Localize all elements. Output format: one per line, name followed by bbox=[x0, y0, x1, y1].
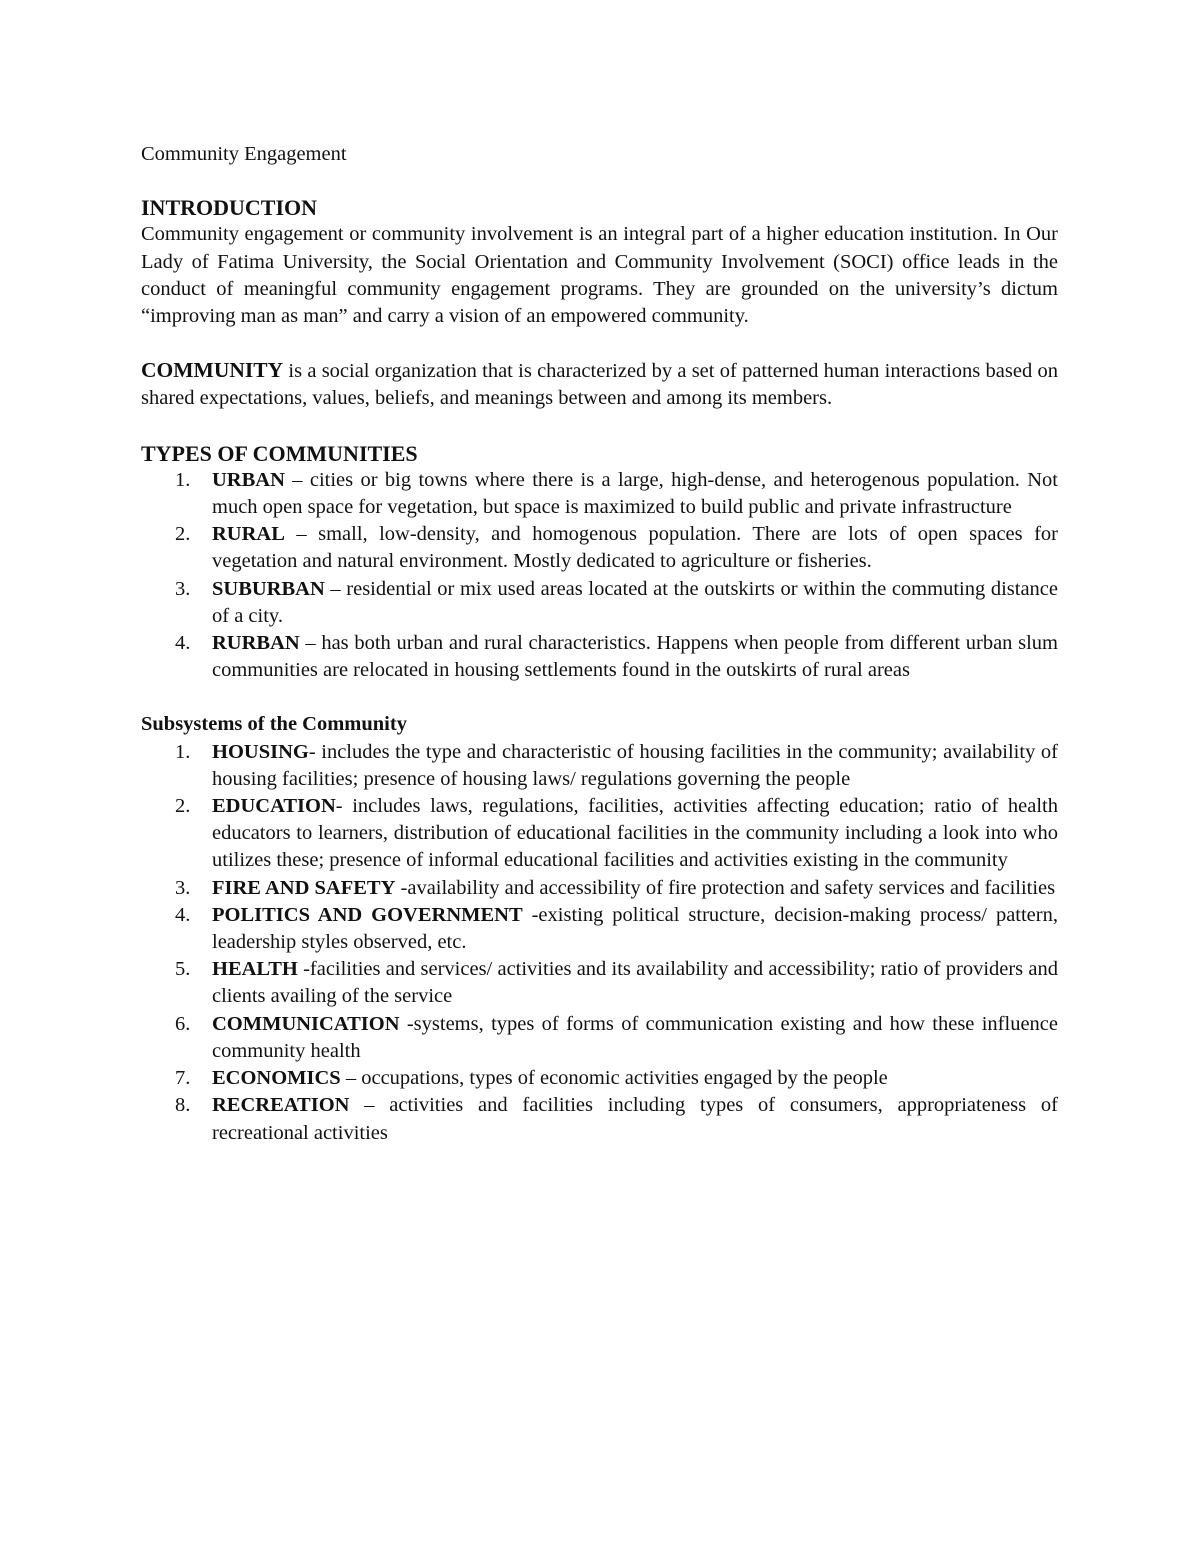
list-item-term: RECREATION bbox=[212, 1094, 350, 1117]
document-page bbox=[141, 141, 1058, 1147]
list-item-term: SUBURBAN bbox=[212, 577, 325, 600]
list-item-text: -existing political structure, decision-making process/ pattern, leadership styles observed, etc. bbox=[212, 903, 1058, 954]
list-item-number: 6. bbox=[175, 1012, 191, 1035]
list-item-number: 4. bbox=[175, 632, 191, 655]
list-item-term: POLITICS AND GOVERNMENT bbox=[212, 903, 523, 926]
community-definition-text: is a social organization that is characterized by a set of patterned human interactions based on shared expectations, values, beliefs, and meanings between and among its members. bbox=[141, 360, 1058, 410]
list-item-text: – residential or mix used areas located at the outskirts or within the commuting distance of a city. bbox=[212, 577, 1058, 627]
list-item bbox=[141, 1011, 1058, 1065]
list-item-text: - includes the type and characteristic of housing facilities in the community; availability of housing facilities; presence of housing laws/ regulations governing the people bbox=[212, 740, 1058, 790]
document-title: Community Engagement bbox=[141, 143, 347, 165]
list-item-term: FIRE AND SAFETY bbox=[212, 876, 396, 899]
introduction-heading: INTRODUCTION bbox=[141, 195, 318, 221]
list-item bbox=[141, 1092, 1058, 1146]
list-item bbox=[141, 793, 1058, 875]
list-item-text: – has both urban and rural characteristics. Happens when people from different urban slum communities are relocated in housing settlements found in the outskirts of rural areas bbox=[212, 632, 1058, 682]
list-item-number: 2. bbox=[175, 795, 191, 818]
list-item bbox=[141, 956, 1058, 1010]
list-item-number: 7. bbox=[175, 1067, 191, 1090]
introduction-paragraph: Community engagement or community involvement is an integral part of a higher education institution. In Our Lady of Fatima University, the Social Orientation and Community Involvement (SOCI) office leads in the conduct of meaningful community engagement programs. They are grounded on the university’s dictum “improving man as man” and carry a vision of an empowered community. bbox=[141, 223, 1058, 328]
list-item-number: 5. bbox=[175, 958, 191, 981]
list-item bbox=[141, 576, 1058, 630]
list-item-term: RURBAN bbox=[212, 632, 300, 655]
list-item-text: - includes laws, regulations, facilities, activities affecting education; ratio of health educators to learners, distribution of educational facilities in the community including a look into who utilizes these; presence of informal educational facilities and activities existing in the community bbox=[212, 795, 1058, 872]
subsystems-heading: Subsystems of the Community bbox=[141, 713, 407, 736]
list-item-number: 2. bbox=[175, 523, 191, 546]
list-item-number: 1. bbox=[175, 740, 191, 763]
community-definition-paragraph bbox=[141, 357, 1058, 412]
list-item-text: – small, low-density, and homogenous population. There are lots of open spaces for vegetation and natural environment. Mostly dedicated to agriculture or fisheries. bbox=[212, 523, 1058, 573]
list-item bbox=[141, 902, 1058, 956]
list-item bbox=[141, 521, 1058, 575]
list-item-term: HOUSING bbox=[212, 740, 309, 763]
list-item-number: 3. bbox=[175, 876, 191, 899]
list-item bbox=[141, 739, 1058, 793]
list-item-text: -systems, types of forms of communication existing and how these influence community health bbox=[212, 1012, 1058, 1062]
list-item-text: – occupations, types of economic activities engaged by the people bbox=[340, 1067, 888, 1090]
list-item bbox=[141, 467, 1058, 521]
list-item-term: HEALTH bbox=[212, 958, 298, 981]
types-heading: TYPES OF COMMUNITIES bbox=[141, 440, 418, 466]
list-item-number: 1. bbox=[175, 468, 191, 491]
list-item-text: -facilities and services/ activities and its availability and accessibility; ratio of providers and clients availing of the service bbox=[212, 958, 1058, 1008]
list-item-term: RURAL bbox=[212, 523, 285, 546]
list-item-number: 3. bbox=[175, 577, 191, 600]
community-term: COMMUNITY bbox=[141, 358, 284, 383]
list-item bbox=[141, 875, 1058, 902]
list-item-number: 4. bbox=[175, 903, 191, 926]
subsystems-list bbox=[141, 739, 1058, 1147]
list-item-term: COMMUNICATION bbox=[212, 1012, 400, 1035]
list-item-term: ECONOMICS bbox=[212, 1067, 341, 1090]
list-item-term: URBAN bbox=[212, 468, 285, 491]
list-item-term: EDUCATION bbox=[212, 795, 336, 818]
types-list bbox=[141, 467, 1058, 685]
list-item bbox=[141, 630, 1058, 684]
list-item bbox=[141, 1065, 1058, 1092]
list-item-text: -availability and accessibility of fire protection and safety services and facilities bbox=[395, 876, 1056, 899]
list-item-text: – cities or big towns where there is a large, high-dense, and heterogenous population. Not much open space for vegetation, but space is maximized to build public and private infrastructure bbox=[212, 468, 1058, 519]
list-item-text: – activities and facilities including types of consumers, appropriateness of recreational activities bbox=[212, 1094, 1058, 1144]
list-item-number: 8. bbox=[175, 1094, 191, 1117]
